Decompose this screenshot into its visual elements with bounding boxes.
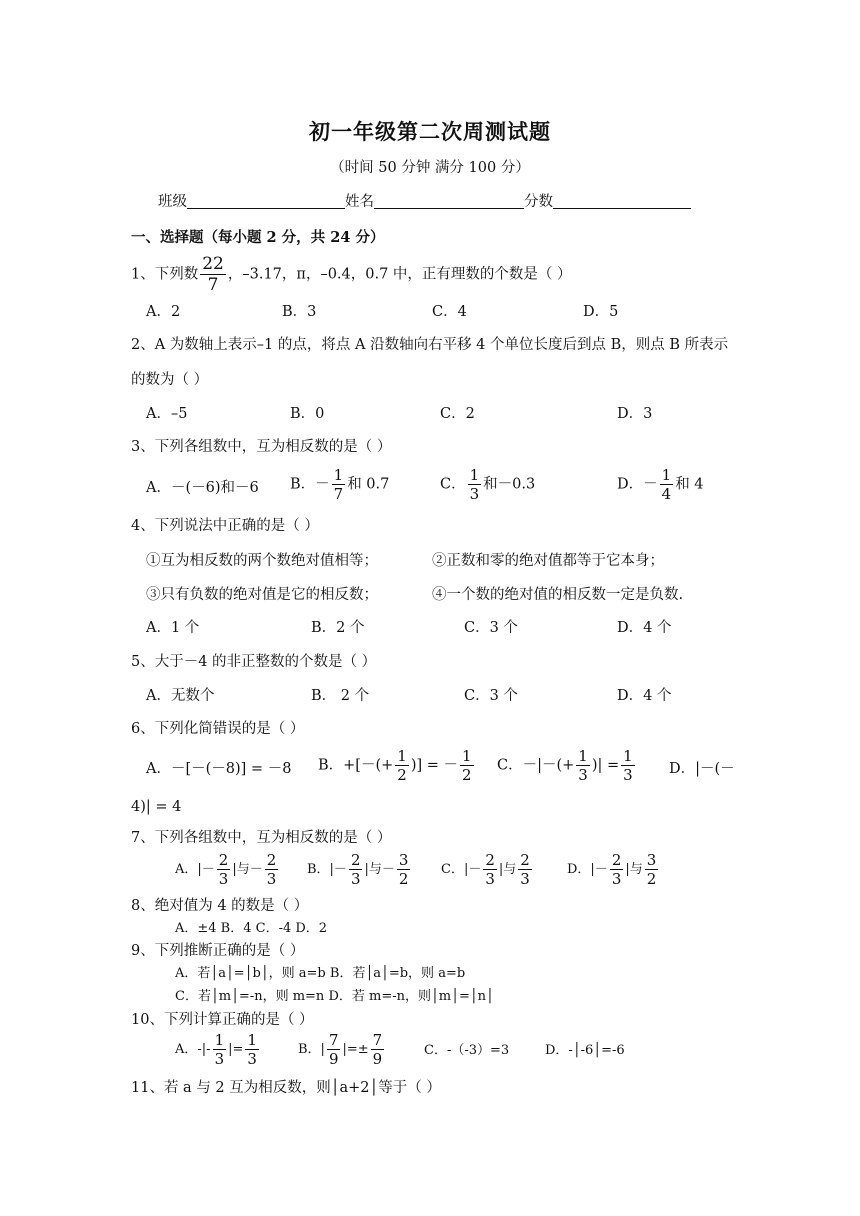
option-c-middle: |与 (498, 862, 517, 877)
option-b-middle: )] = － (410, 757, 459, 774)
option-d: D．5 (583, 304, 619, 320)
denominator: 9 (328, 1050, 339, 1068)
numerator: 1 (333, 466, 344, 484)
denominator: 3 (247, 1050, 257, 1068)
denominator: 3 (214, 1050, 225, 1068)
question-6-stem: 6、下列化简错误的是（ ） (131, 721, 305, 737)
numerator: 2 (218, 851, 229, 869)
option-b: B．0 (290, 406, 325, 422)
denominator: 3 (520, 870, 530, 888)
statement-1: ①互为相反数的两个数绝对值相等； (146, 553, 378, 569)
fraction (397, 851, 411, 888)
statement-3: ③只有负数的绝对值是它的相反数； (146, 587, 378, 603)
numerator: 1 (578, 747, 588, 765)
fraction (371, 1031, 385, 1068)
denominator: 2 (398, 870, 409, 888)
fraction (468, 466, 482, 503)
option-b: B． 2 个 (311, 688, 370, 704)
numerator: 3 (398, 851, 409, 869)
option-c (497, 747, 637, 784)
denominator: 3 (469, 485, 480, 503)
question-1-prefix: 1、下列数 (131, 266, 199, 283)
question-2-line1: 2、A 为数轴上表示–1 的点，将点 A 沿数轴向右平移 4 个单位长度后到点 B，则点 B 所表示 (131, 337, 729, 353)
fraction (610, 851, 624, 888)
denominator: 3 (266, 870, 277, 888)
numerator: 1 (661, 466, 672, 484)
numerator: 1 (247, 1031, 257, 1049)
denominator: 2 (462, 766, 472, 784)
fraction (265, 851, 279, 888)
option-a: A．－(－6)和－6 (146, 480, 259, 496)
option-c: C．3 个 (464, 620, 518, 636)
option-a-middle: |与－ (232, 862, 263, 877)
option-b (307, 851, 412, 888)
option-a: A．2 (146, 304, 181, 320)
option-c: C．3 个 (464, 688, 518, 704)
class-blank (187, 193, 345, 209)
option-a: A．－[－(－8)] = －8 (146, 761, 292, 777)
denominator: 2 (646, 870, 657, 888)
question-11-stem: 11、若 a 与 2 互为相反数，则│a+2│等于（ ） (131, 1080, 441, 1096)
section-heading: 一、选择题（每小题 2 分，共 24 分） (131, 229, 385, 246)
student-info-row (158, 190, 691, 211)
denominator: 7 (333, 485, 344, 503)
option-c: C．2 (440, 406, 475, 422)
numerator: 1 (623, 747, 633, 765)
option-d (567, 851, 660, 888)
numerator: 1 (462, 747, 472, 765)
fraction (660, 466, 674, 503)
option-c (441, 851, 534, 888)
option-d (617, 466, 704, 503)
option-d-suffix: 和 4 (675, 476, 704, 493)
option-a (175, 1031, 261, 1068)
option-d-continued: 4)| = 4 (131, 799, 182, 815)
numerator: 7 (372, 1031, 383, 1049)
fraction (645, 851, 659, 888)
option-d-prefix: D．－ (617, 476, 658, 493)
question-9-options-row1: A．若│a│=│b│，则 a=b B．若│a│=b，则 a=b (175, 966, 466, 981)
option-d: D．4 个 (617, 688, 672, 704)
question-2-line2: 的数为（ ） (131, 372, 209, 388)
option-a (175, 851, 280, 888)
option-a: A．–5 (146, 406, 188, 422)
denominator: 3 (578, 766, 588, 784)
fraction (518, 851, 532, 888)
denominator: 4 (661, 485, 672, 503)
question-8-options: A．±4 B．4 C．-4 D．2 (175, 921, 328, 936)
option-d: D．-│-6│=-6 (545, 1043, 625, 1058)
numerator: 7 (328, 1031, 339, 1049)
option-a: A．无数个 (146, 688, 215, 704)
option-b (298, 1031, 386, 1068)
question-1-rest: ，–3.17，π，–0.4，0.7 中，正有理数的个数是（ ） (227, 266, 572, 283)
fraction (213, 1031, 227, 1068)
fraction (576, 747, 590, 784)
fraction (460, 747, 474, 784)
option-c-suffix: 和－0.3 (483, 476, 536, 493)
denominator: 3 (611, 870, 622, 888)
denominator: 7 (207, 275, 219, 295)
numerator: 2 (520, 851, 530, 869)
denominator: 3 (218, 870, 229, 888)
option-b: B．2 个 (311, 620, 365, 636)
fraction (332, 466, 346, 503)
question-4-stem: 4、下列说法中正确的是（ ） (131, 518, 319, 534)
denominator: 9 (372, 1050, 383, 1068)
fraction (217, 851, 231, 888)
option-a: A．1 个 (146, 620, 200, 636)
option-b (290, 466, 389, 503)
class-label: 班级 (158, 194, 187, 210)
numerator: 3 (646, 851, 657, 869)
fraction (349, 851, 363, 888)
name-label: 姓名 (345, 194, 374, 210)
option-d: D．3 (617, 406, 653, 422)
option-d: D．|－(－ (669, 761, 735, 777)
option-b-middle: |=± (342, 1042, 369, 1057)
score-blank (553, 193, 691, 209)
option-b-prefix: B．+[－(+ (318, 757, 394, 774)
score-label: 分数 (524, 194, 553, 210)
option-b-prefix: B．－ (290, 476, 330, 493)
option-b-middle: |与－ (364, 862, 395, 877)
option-c (440, 466, 535, 503)
question-8-stem: 8、绝对值为 4 的数是（ ） (131, 898, 309, 914)
denominator: 2 (397, 766, 407, 784)
question-1-stem (131, 254, 572, 295)
numerator: 22 (202, 254, 224, 274)
option-b: B．3 (282, 304, 317, 320)
option-d-middle: |与 (625, 862, 643, 877)
option-a-middle: |= (228, 1042, 244, 1057)
option-c-prefix: C． (440, 476, 466, 493)
numerator: 1 (469, 466, 480, 484)
name-blank (374, 193, 524, 209)
page-title: 初一年级第二次周测试题 (309, 119, 551, 144)
numerator: 2 (350, 851, 361, 869)
fraction (245, 1031, 259, 1068)
option-c-middle: )| = (591, 757, 620, 774)
question-3-stem: 3、下列各组数中，互为相反数的是（ ） (131, 439, 392, 455)
denominator: 3 (623, 766, 633, 784)
option-b-prefix: B．|－ (307, 862, 347, 877)
option-b-prefix: B．| (298, 1042, 325, 1057)
question-5-stem: 5、大于－4 的非正整数的个数是（ ） (131, 654, 377, 670)
numerator: 1 (214, 1031, 225, 1049)
exam-subtitle: （时间 50 分钟 满分 100 分） (330, 160, 530, 176)
option-b-suffix: 和 0.7 (347, 476, 390, 493)
statement-2: ②正数和零的绝对值都等于它本身； (432, 553, 664, 569)
question-7-stem: 7、下列各组数中，互为相反数的是（ ） (131, 830, 392, 846)
fraction (621, 747, 635, 784)
denominator: 3 (485, 870, 495, 888)
option-a-prefix: A．|－ (175, 862, 215, 877)
question-9-options-row2: C．若│m│=-n，则 m=n D．若 m=-n，则│m│=│n│ (175, 989, 494, 1004)
question-9-stem: 9、下列推断正确的是（ ） (131, 943, 305, 959)
option-a-prefix: A．-|- (175, 1042, 211, 1057)
fraction (483, 851, 497, 888)
option-c-prefix: C．－|－(+ (497, 757, 575, 774)
fraction (200, 254, 226, 295)
option-b (318, 747, 476, 784)
denominator: 3 (350, 870, 361, 888)
question-10-stem: 10、下列计算正确的是（ ） (131, 1012, 314, 1028)
option-c: C．4 (432, 304, 467, 320)
numerator: 2 (611, 851, 622, 869)
option-d: D．4 个 (617, 620, 672, 636)
statement-4: ④一个数的绝对值的相反数一定是负数. (432, 587, 684, 603)
option-c-prefix: C．|－ (441, 862, 482, 877)
option-c: C．-（-3）=3 (424, 1043, 510, 1058)
numerator: 1 (397, 747, 407, 765)
fraction (395, 747, 409, 784)
fraction (327, 1031, 341, 1068)
numerator: 2 (485, 851, 495, 869)
numerator: 2 (266, 851, 277, 869)
option-d-prefix: D．|－ (567, 862, 608, 877)
